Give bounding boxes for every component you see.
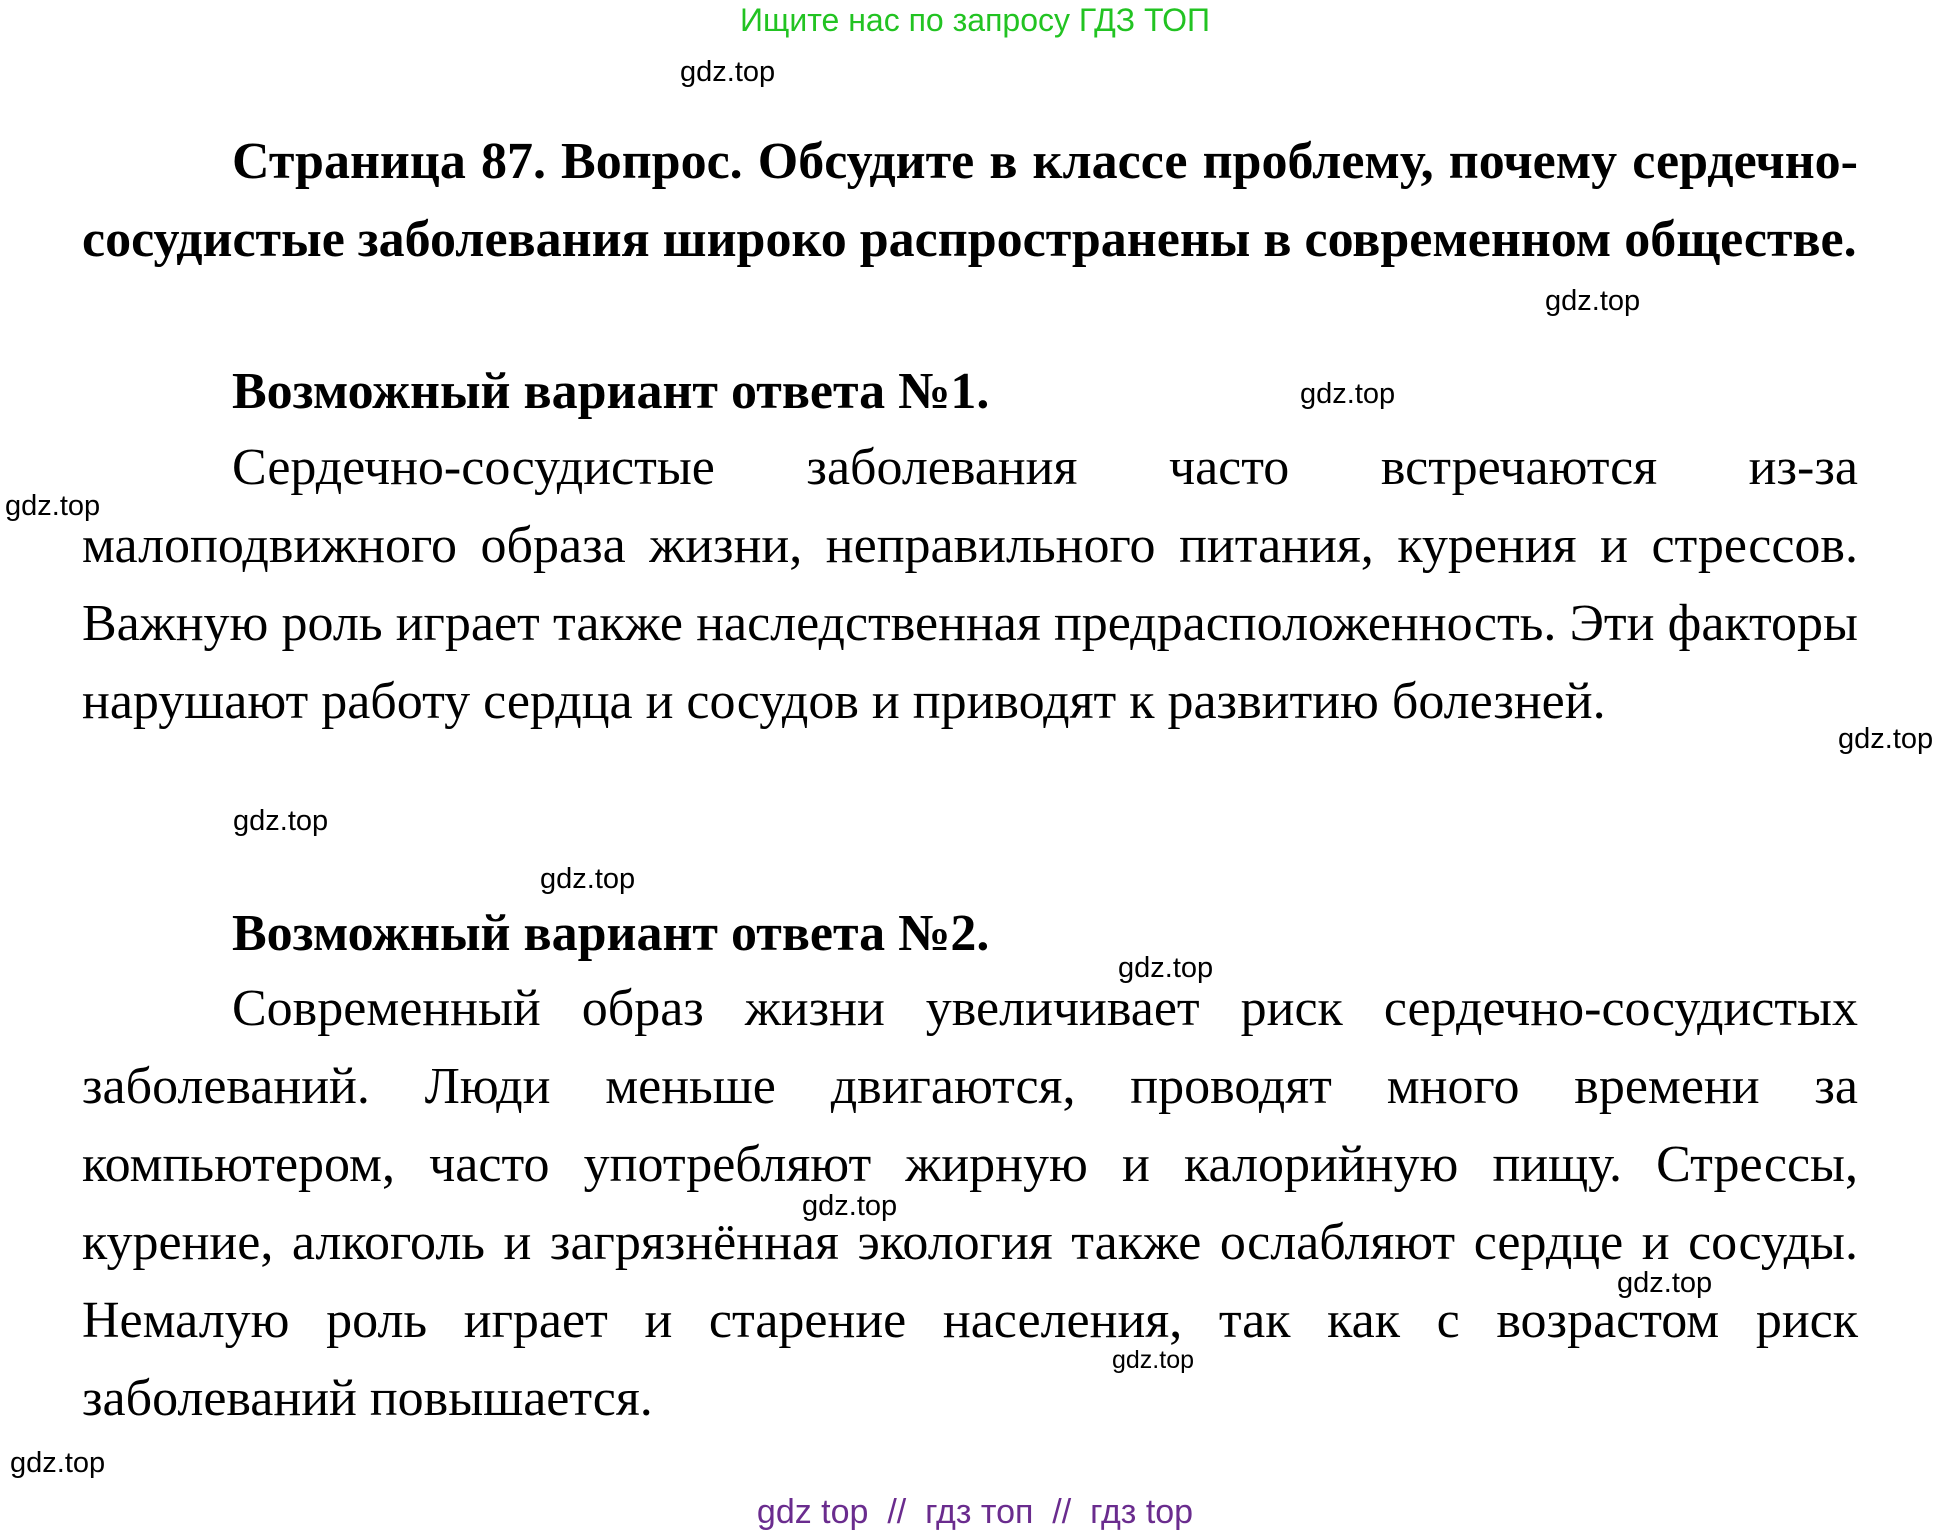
watermark: gdz.top [1118,952,1214,984]
answer-1-heading: Возможный вариант ответа №1. [232,363,990,420]
answer-1-text: Сердечно-сосудистые заболевания часто встречаются из-за малоподвижного образа жизни, неправильного питания, курения и стрессов. Важную роль играет также наследственная предрасположенность. Эти факторы нарушают работу сердца и сосудов и приводят к развитию болезней. [82,439,1858,730]
answer-2-heading: Возможный вариант ответа №2. [232,905,990,962]
watermark: gdz.top [1838,723,1934,755]
watermark: gdz.top [233,805,329,837]
watermark: gdz.top [680,56,776,88]
watermark: gdz.top [1300,378,1396,410]
top-banner: Ищите нас по запросу ГДЗ ТОП [740,2,1210,38]
watermark: gdz.top [540,863,636,895]
watermark: gdz.top [5,490,101,522]
watermark: gdz.top [10,1447,106,1479]
watermark: gdz.top [1617,1267,1713,1299]
watermark: gdz.top [802,1190,898,1222]
watermark: gdz.top [1545,285,1641,317]
footer-links[interactable]: gdz top // гдз топ // гдз top [756,1493,1194,1531]
question-text: Страница 87. Вопрос. Обсудите в классе проблему, почему сердечно-сосудистые заболевания широко распространены в современном обществе. [82,133,1858,268]
watermark: gdz.top [1112,1346,1195,1374]
answer-2-text: Современный образ жизни увеличивает риск сердечно-сосудистых заболеваний. Люди меньше двигаются, проводят много времени за компьютером, часто употребляют жирную и калорийную пищу. Стрессы, курение, алкоголь и загрязнённая экология также ослабляют сердце и сосуды. Немалую роль играет и старение населения, так как с возрастом риск заболеваний повышается. [82,980,1858,1427]
